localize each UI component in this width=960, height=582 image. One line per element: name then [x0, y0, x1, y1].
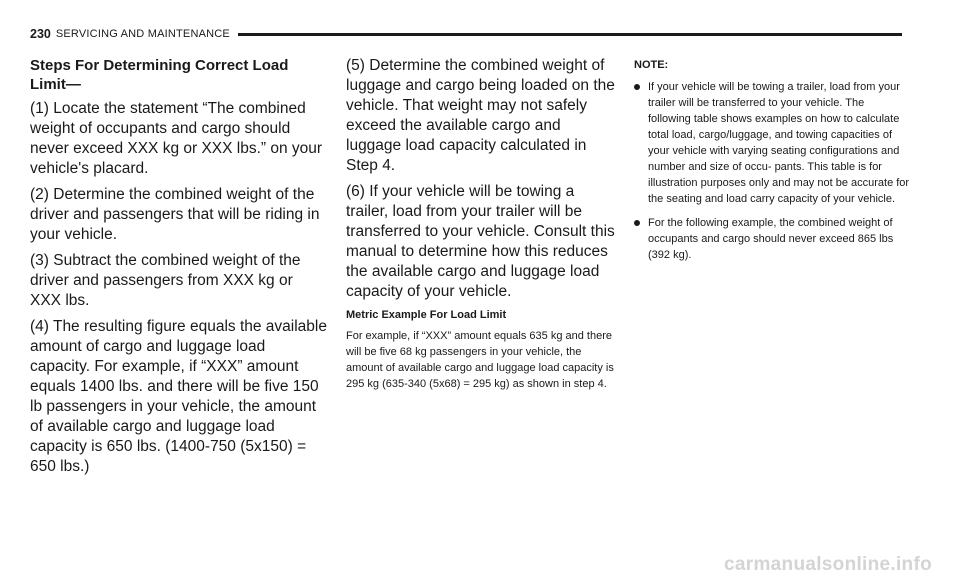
column-1: [30, 56, 328, 483]
note-label: NOTE:: [634, 59, 669, 71]
step-2-paragraph: (2) Determine the combined weight of the driver and passengers that will be riding in your vehicle.: [30, 186, 320, 243]
column-3: [634, 56, 910, 271]
header-rule: [238, 33, 902, 36]
step-5-paragraph: (5) Determine the combined weight of luggage and cargo being loaded on the vehicle. That weight may not safely exceed the available cargo and luggage load capacity calculated in Step 4.: [346, 57, 615, 174]
metric-example-text: For example, if “XXX” amount equals 635 kg and there will be five 68 kg passengers in your vehicle, the amount of available cargo and luggage load capacity is 295 kg (635-340 (5x68) = 295 kg) as shown in step 4.: [346, 330, 614, 390]
step-6-paragraph: (6) If your vehicle will be towing a trailer, load from your trailer will be transferred to your vehicle. Consult this manual to determine how this reduces the available cargo and luggage load capacity of your vehicle.: [346, 183, 615, 300]
metric-example-heading: Metric Example For Load Limit: [346, 309, 507, 321]
step-4-paragraph: (4) The resulting figure equals the available amount of cargo and luggage load capacity. For example, if “XXX” amount equals 1400 lbs. and there will be five 150 lb passengers in your vehicle, the amount of available cargo and luggage load capacity is 650 lbs. (1400-750 (5x150) = 650 lbs.): [30, 318, 327, 475]
note-bullet-text: If your vehicle will be towing a trailer, load from your trailer will be transferred to your vehicle. The following table shows examples on how to calculate total load, cargo/luggage, and towing capacities of your vehicle with varying seating configurations and number and size of occu- pants. This table is for illustration purposes only and may not be accurate for the seating and load carry capacity of your vehicle.: [648, 81, 910, 205]
bullet-dot-icon: [634, 220, 640, 226]
section-title: SERVICING AND MAINTENANCE: [55, 28, 230, 40]
step-3-paragraph: (3) Subtract the combined weight of the driver and passengers from XXX kg or XXX lbs.: [30, 252, 301, 309]
note-bullet-text: For the following example, the combined weight of occupants and cargo should never exceed 865 lbs (392 kg).: [648, 217, 894, 261]
note-bullet-item: [634, 79, 910, 207]
watermark-logo: carmanualsonline.info: [724, 554, 932, 575]
column-2: [346, 56, 618, 392]
section-heading: Steps For Determining Correct Load Limit—: [30, 57, 289, 93]
note-bullet-item: [634, 215, 910, 263]
bullet-dot-icon: [634, 84, 640, 90]
page-number: 230: [30, 27, 51, 41]
step-1-paragraph: (1) Locate the statement “The combined weight of occupants and cargo should never exceed XXX kg or XXX lbs.” on your vehicle's placard.: [30, 100, 323, 177]
page-header: [30, 26, 902, 42]
note-bullet-list: [634, 79, 910, 263]
